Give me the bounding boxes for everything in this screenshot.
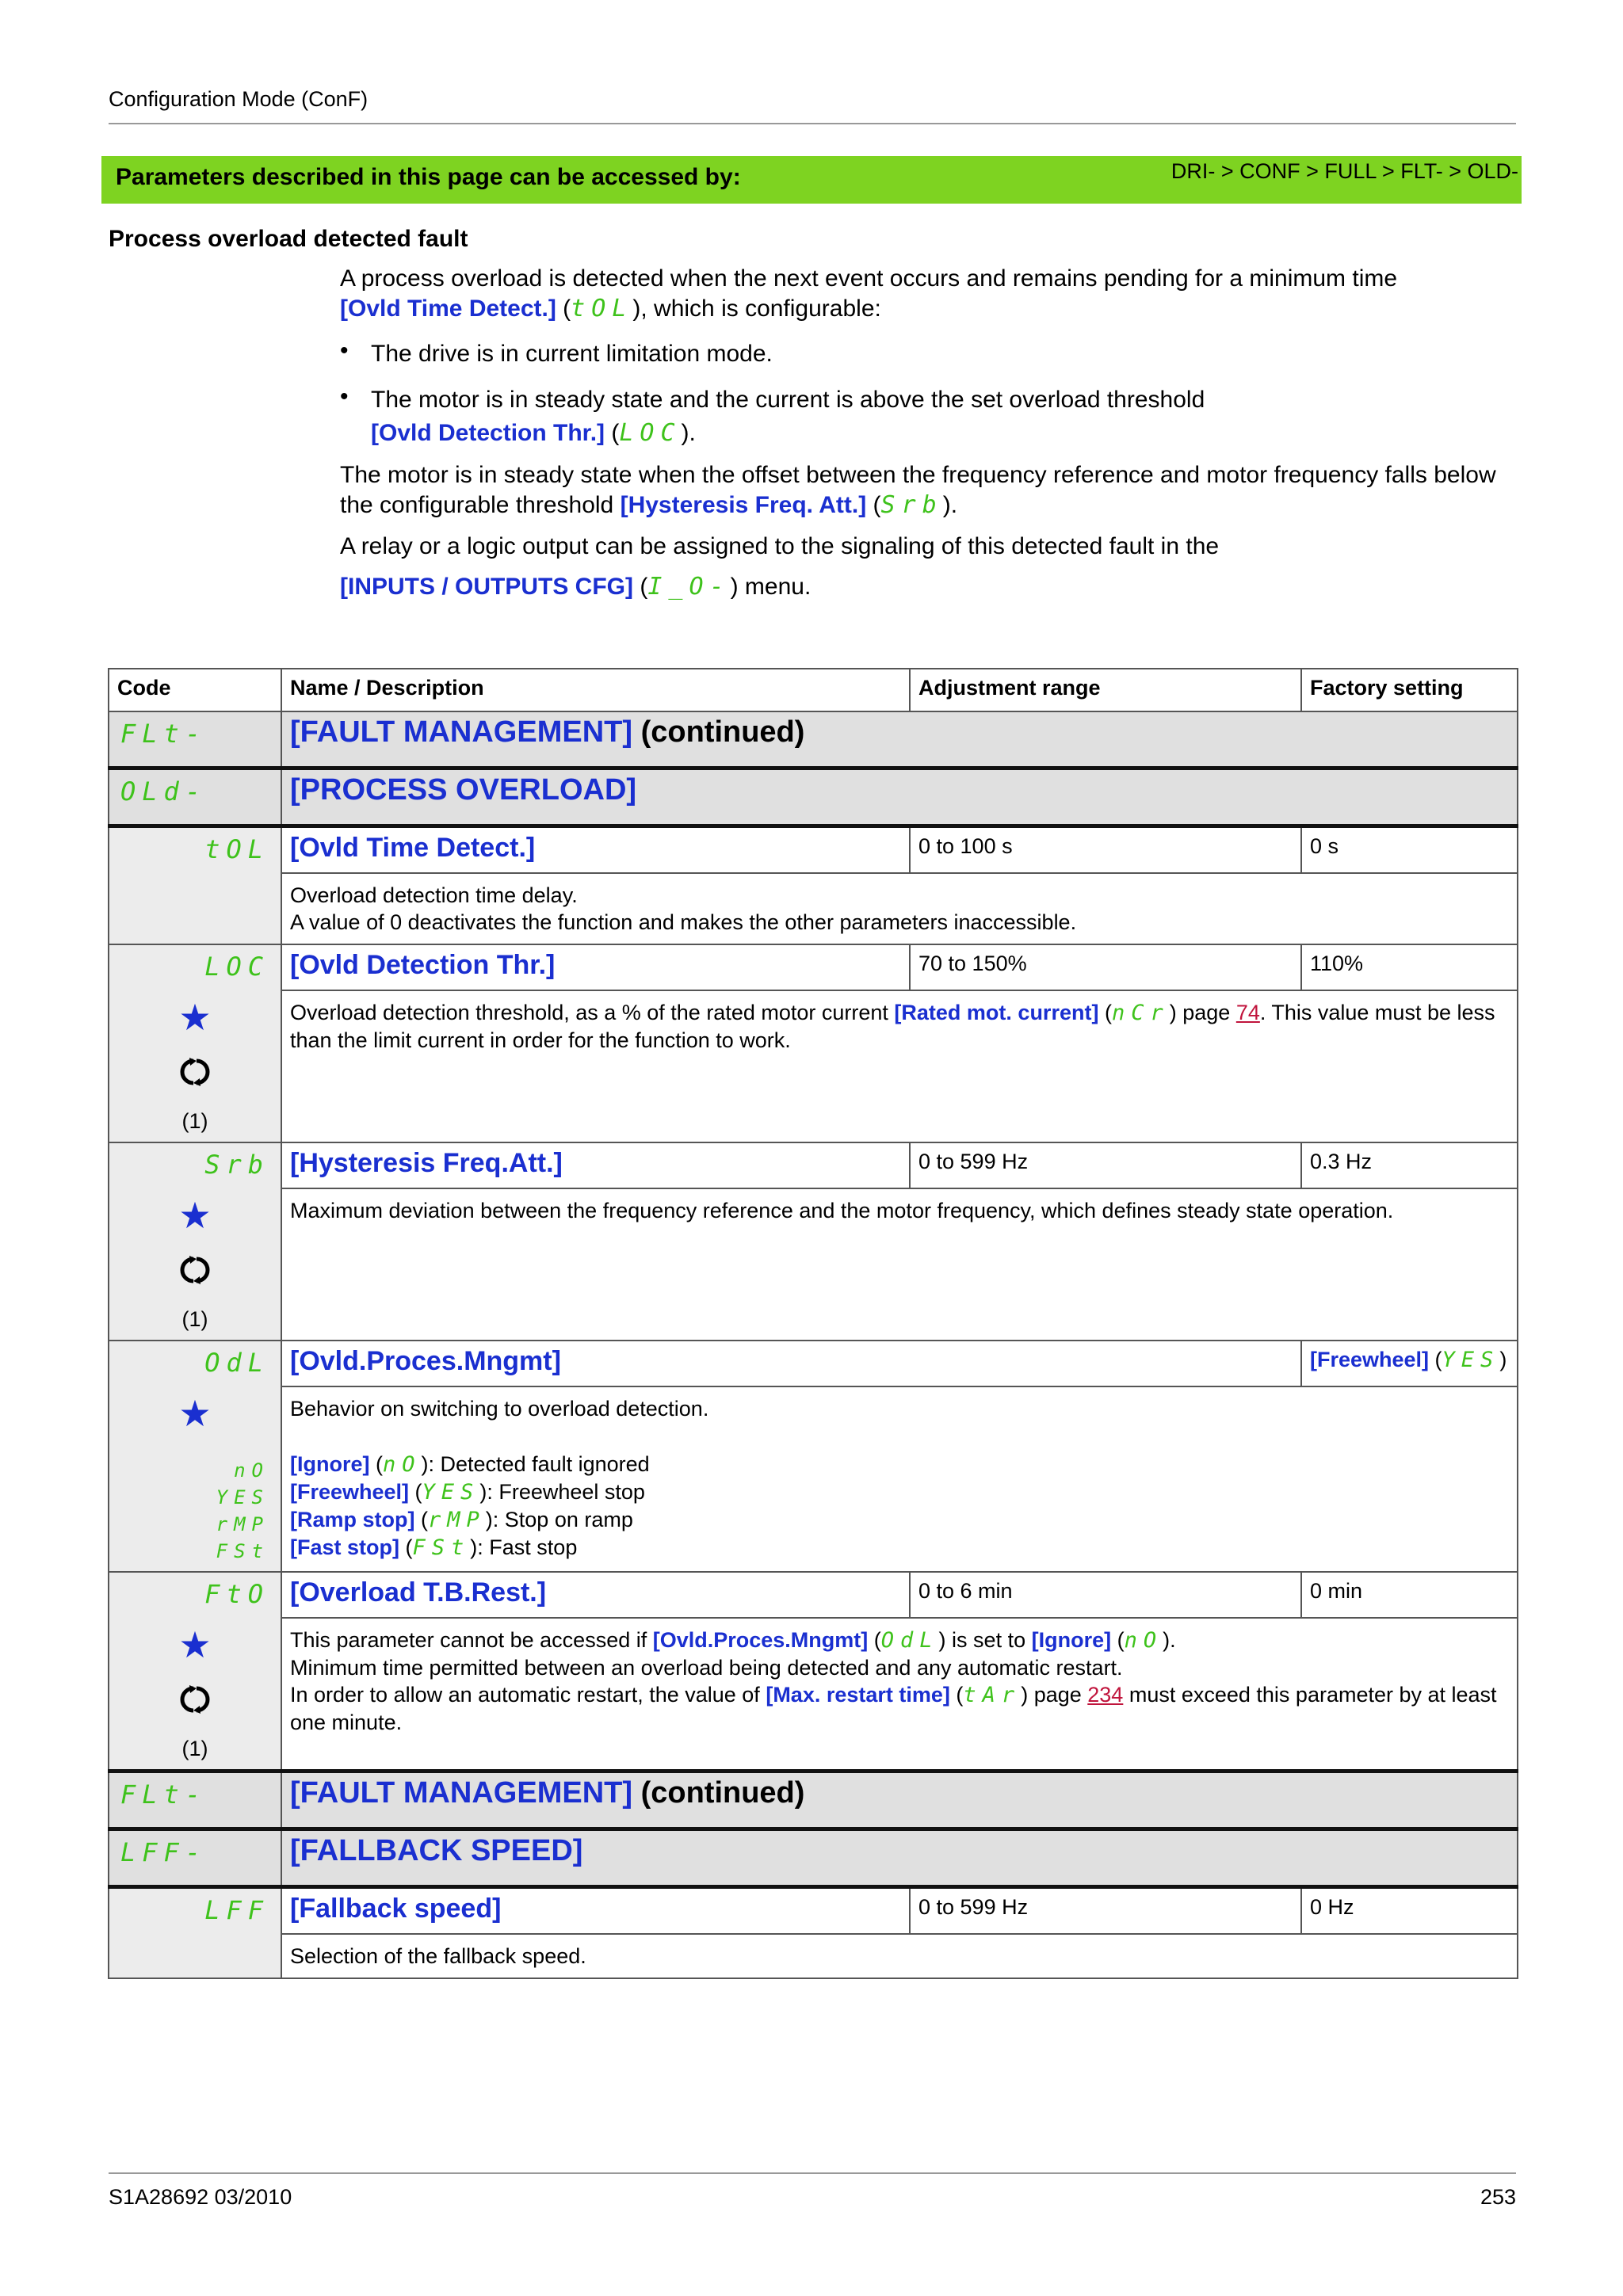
menu-title[interactable]: [PROCESS OVERLOAD] [290, 773, 637, 807]
param-description: Maximum deviation between the frequency reference and the motor frequency, which defines steady state operation. [281, 1188, 1518, 1341]
star-icon: ★ [178, 1195, 212, 1236]
star-icon: ★ [178, 1393, 212, 1434]
link-max-restart-time[interactable]: [Max. restart time] [766, 1683, 950, 1707]
option-item: [Ramp stop] (rMP): Stop on ramp [290, 1508, 633, 1532]
link-hysteresis-freq[interactable]: [Hysteresis Freq. Att.] [620, 492, 867, 518]
param-code: LOC [204, 952, 269, 982]
param-name: [Ovld Detection Thr.] [281, 944, 910, 990]
cycle-icon [120, 1056, 269, 1092]
adjustment-range: 0 to 6 min [910, 1572, 1301, 1618]
parameter-table [108, 668, 1518, 1979]
column-header: Factory setting [1301, 669, 1518, 711]
menu-code: FLt- [120, 1779, 208, 1810]
cycle-icon [120, 1254, 269, 1290]
param-description: Overload detection threshold, as a % of the rated motor current [Rated mot. current] (nCr) page 74. This value must be less than the limit current in order for the function to work. [281, 990, 1518, 1142]
menu-code: OLd- [120, 776, 208, 807]
page-header-title: Configuration Mode (ConF) [109, 87, 369, 111]
bullet-dot: • [340, 383, 349, 410]
footnote-ref: (1) [181, 1307, 208, 1331]
menu-row-process-overload [109, 769, 1518, 826]
param-description: Overload detection time delay. A value of 0 deactivates the function and makes the other parameters inaccessible. [281, 873, 1518, 944]
intro-paragraph-4: [INPUTS / OUTPUTS CFG] (I_O-) menu. [340, 573, 812, 601]
param-code: tOL [204, 834, 269, 864]
option-code: FSt [216, 1540, 269, 1562]
param-name: [Ovld.Proces.Mngmt] [281, 1341, 1301, 1386]
option-list [290, 1451, 1509, 1562]
header-divider [109, 123, 1516, 124]
access-path: DRI- > CONF > FULL > FLT- > OLD- [1170, 159, 1518, 183]
factory-setting: 0 min [1301, 1572, 1518, 1618]
option-item: [Freewheel] (YES): Freewheel stop [290, 1480, 645, 1505]
page-link[interactable]: 234 [1087, 1683, 1124, 1707]
param-code: OdL [204, 1348, 269, 1378]
adjustment-range: 0 to 100 s [910, 826, 1301, 874]
param-row-lff [109, 1887, 1518, 1935]
param-code: FtO [204, 1579, 269, 1609]
menu-code: LFF- [120, 1837, 208, 1867]
param-name: [Fallback speed] [281, 1887, 910, 1935]
star-icon: ★ [178, 997, 212, 1038]
intro-paragraph-2: The motor is in steady state when the offset between the frequency reference and motor frequency falls below the configurable threshold [Hysteresis Freq. Att.] (Srb). [340, 462, 1496, 519]
adjustment-range: 70 to 150% [910, 944, 1301, 990]
option-code: YES [216, 1486, 269, 1508]
bullet-dot: • [340, 338, 349, 364]
param-description: This parameter cannot be accessed if [Ovld.Proces.Mngmt] (OdL) is set to [Ignore] (nO). Minimum time permitted between an overload being detected and any automatic restart. In order to allow an automatic restart, the value of [Max. restart time] (tAr) page 234 must exceed this parameter by at least one minute. [281, 1618, 1518, 1772]
column-header: Code [109, 669, 281, 711]
menu-title[interactable]: [FALLBACK SPEED] [290, 1834, 583, 1867]
link-ovld-detection-thr[interactable]: [Ovld Detection Thr.] [371, 420, 605, 446]
param-description: Selection of the fallback speed. [281, 1934, 1518, 1978]
param-row-loc [109, 944, 1518, 990]
factory-setting: 0 s [1301, 826, 1518, 874]
link-rated-mot-current[interactable]: [Rated mot. current] [894, 1001, 1099, 1024]
param-code: Srb [204, 1150, 269, 1180]
footnote-ref: (1) [181, 1109, 208, 1133]
star-icon: ★ [178, 1624, 212, 1665]
param-name: [Overload T.B.Rest.] [281, 1572, 910, 1618]
page-number: 253 [1480, 2185, 1516, 2209]
param-code: LFF [204, 1895, 269, 1925]
column-header: Name / Description [281, 669, 910, 711]
access-path-bar [101, 156, 1522, 204]
adjustment-range: 0 to 599 Hz [910, 1142, 1301, 1188]
menu-continued: (continued) [640, 715, 805, 749]
param-row-fto [109, 1572, 1518, 1618]
column-header: Adjustment range [910, 669, 1301, 711]
param-row-odl [109, 1341, 1518, 1386]
option-code: nO [234, 1459, 269, 1482]
footnote-ref: (1) [181, 1737, 208, 1760]
factory-setting: 0 Hz [1301, 1887, 1518, 1935]
param-name: [Ovld Time Detect.] [281, 826, 910, 874]
link-inputs-outputs-cfg[interactable]: [INPUTS / OUTPUTS CFG] [340, 574, 633, 600]
param-row-srb [109, 1142, 1518, 1188]
link-ovld-proces-mngmt[interactable]: [Ovld.Proces.Mngmt] [652, 1628, 869, 1652]
code-loc: LOC [619, 419, 682, 447]
section-title: Process overload detected fault [109, 226, 468, 252]
code-srb: Srb [880, 491, 943, 519]
bullet-item-2: The motor is in steady state and the current is above the set overload threshold [Ovld Detection Thr.] (LOC). [371, 387, 1205, 447]
menu-code: FLt- [120, 719, 208, 749]
link-ovld-time-detect[interactable]: [Ovld Time Detect.] [340, 296, 556, 322]
menu-title[interactable]: [FAULT MANAGEMENT] [290, 715, 633, 749]
param-row-tol [109, 826, 1518, 874]
param-name: [Hysteresis Freq.Att.] [281, 1142, 910, 1188]
code-tol: tOL [571, 295, 633, 322]
document-reference: S1A28692 03/2010 [109, 2185, 292, 2209]
link-ignore[interactable]: [Ignore] [1031, 1628, 1112, 1652]
menu-row-fault-management-2 [109, 1772, 1518, 1829]
factory-setting: 0.3 Hz [1301, 1142, 1518, 1188]
intro-paragraph-1: A process overload is detected when the next event occurs and remains pending for a minimum time [Ovld Time Detect.] (tOL), which is configurable: [340, 265, 1398, 322]
cycle-icon [120, 1684, 269, 1719]
bullet-item-1: The drive is in current limitation mode. [371, 341, 773, 367]
page-link[interactable]: 74 [1235, 1001, 1260, 1024]
table-header-row [109, 669, 1518, 711]
intro-paragraph-3: A relay or a logic output can be assigned to the signaling of this detected fault in the [340, 533, 1220, 559]
code-io: I_O- [647, 573, 731, 601]
option-code: rMP [216, 1513, 269, 1535]
adjustment-range: 0 to 599 Hz [910, 1887, 1301, 1935]
menu-title[interactable]: [FAULT MANAGEMENT] [290, 1776, 633, 1810]
option-item: [Fast stop] (FSt): Fast stop [290, 1535, 578, 1560]
access-label: Parameters described in this page can be accessed by: [116, 164, 741, 190]
factory-setting: [Freewheel] (YES) [1301, 1341, 1518, 1386]
option-item: [Ignore] (nO): Detected fault ignored [290, 1452, 650, 1477]
footer-divider [109, 2172, 1516, 2174]
menu-row-fault-management [109, 711, 1518, 769]
menu-continued: (continued) [640, 1776, 805, 1810]
factory-setting: 110% [1301, 944, 1518, 990]
param-description: Behavior on switching to overload detection. [Ignore] (nO): Detected fault ignored [Freewheel] (YES): Freewheel stop [Ramp stop] (rMP): Stop on ramp [Fast stop] (FSt): Fast stop [281, 1386, 1518, 1572]
menu-row-fallback-speed [109, 1829, 1518, 1887]
